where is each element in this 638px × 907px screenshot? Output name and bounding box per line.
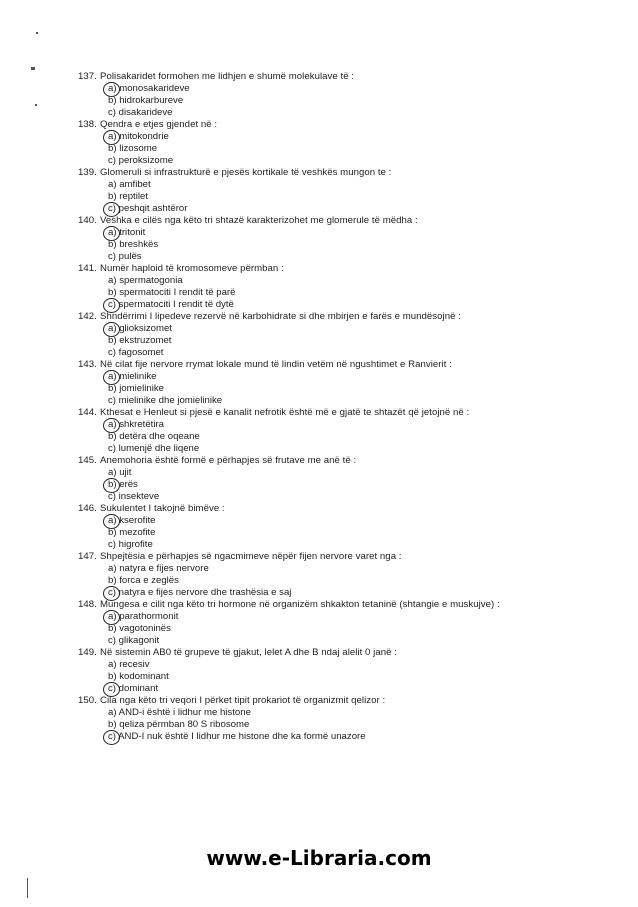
answer-option [78, 395, 548, 407]
answer-option-text: a) natyra e fijes nervore [108, 563, 209, 574]
answer-option [78, 287, 548, 299]
answer-option [78, 383, 548, 395]
question-text: Kthesat e Henleut si pjesë e kanalit nefrotik është më e gjatë te shtazët që jetojnë në : [100, 407, 470, 418]
answer-option [78, 143, 548, 155]
answer-option-text: a) amfibet [108, 179, 151, 190]
question-text: Në cilat fije nervore rrymat lokale mund të lindin vetëm në ngushtimet e Ranvierit : [100, 359, 452, 370]
answer-option [78, 431, 548, 443]
answer-option-text: c) peroksizome [108, 155, 174, 166]
answer-circle-mark [103, 682, 120, 697]
question-number: 140. [78, 215, 97, 226]
answer-option [78, 347, 548, 359]
question-block [78, 695, 548, 743]
question-number: 149. [78, 647, 97, 658]
answer-option-text: b) lizosome [108, 143, 158, 154]
question-text: Cila nga këto tri veqori I përket tipit prokariot të organizmit qelizor : [100, 695, 386, 706]
answer-option [78, 323, 548, 335]
question-line [78, 167, 548, 179]
answer-option-text: a) monosakarideve [108, 83, 190, 94]
answer-option [78, 275, 548, 287]
question-block [78, 455, 548, 503]
answer-option [78, 671, 548, 683]
answer-option-text: b) ekstruzomet [108, 335, 172, 346]
answer-option [78, 107, 548, 119]
answer-option-text: c) dominant [108, 683, 159, 694]
answer-option-text: a) recesiv [108, 659, 150, 670]
answer-option-text: b) spermatociti I rendit të parë [108, 287, 236, 298]
question-line [78, 647, 548, 659]
question-number: 150. [78, 695, 97, 706]
question-text: Në sistemin AB0 të grupeve të gjakut, lelet A dhe B ndaj alelit 0 janë : [100, 647, 397, 658]
answer-option [78, 335, 548, 347]
answer-option-text: a) shkretëtira [108, 419, 164, 430]
question-text: Polisakaridet formohen me lidhjen e shumë molekulave të : [100, 71, 355, 82]
question-text: Sukulentet I takojnë bimëve : [100, 503, 225, 514]
question-line [78, 551, 548, 563]
answer-option [78, 467, 548, 479]
answer-option-text: c) insekteve [108, 491, 160, 502]
answer-option-text: b) detëra dhe oqeane [108, 431, 200, 442]
question-number: 147. [78, 551, 97, 562]
question-block [78, 263, 548, 311]
question-line [78, 215, 548, 227]
answer-option [78, 443, 548, 455]
answer-circle-mark [103, 730, 120, 745]
answer-option [78, 371, 548, 383]
scan-speck [35, 104, 37, 106]
footer-watermark: www.e-Libraria.com [206, 846, 432, 870]
question-block [78, 167, 548, 215]
answer-option-text: a) ujit [108, 467, 132, 478]
question-line [78, 407, 548, 419]
scan-speck [36, 32, 38, 34]
question-block [78, 311, 548, 359]
answer-option [78, 539, 548, 551]
question-block [78, 215, 548, 263]
question-line [78, 263, 548, 275]
answer-option [78, 719, 548, 731]
question-text: Mungesa e cilit nga këto tri hormone në organizëm shkakton tetaninë (shtangie e muskujve) : [100, 599, 500, 610]
answer-option [78, 239, 548, 251]
answer-option-text: b) qeliza përmban 80 S ribosome [108, 719, 250, 730]
answer-option-text: c) peshqit ashtëror [108, 203, 188, 214]
question-text: Shndërrimi I lipedeve rezervë në karbohidrate si dhe mbirjen e farës e mundësojnë : [100, 311, 461, 322]
answer-option-text: c) AND-I nuk është I lidhur me histone dhe ka formë unazore [108, 731, 366, 742]
question-line [78, 455, 548, 467]
answer-option-text: c) mielinike dhe jomielinike [108, 395, 223, 406]
answer-option-text: c) glikagonit [108, 635, 160, 646]
answer-option [78, 227, 548, 239]
question-text: Veshka e cilës nga këto tri shtazë karakterizohet me glomerule të mëdha : [100, 215, 418, 226]
answer-option-text: a) tritonit [108, 227, 146, 238]
answer-option-text: a) mielinike [108, 371, 157, 382]
question-text: Numër haploid të kromosomeve përmban : [100, 263, 284, 274]
answer-option [78, 191, 548, 203]
question-line [78, 71, 548, 83]
scan-speck [27, 878, 28, 898]
question-number: 145. [78, 455, 97, 466]
answer-circle-mark [103, 298, 120, 313]
question-line [78, 503, 548, 515]
answer-option [78, 491, 548, 503]
answer-option [78, 563, 548, 575]
answer-option-text: b) hidrokarbureve [108, 95, 184, 106]
answer-option [78, 587, 548, 599]
answer-option [78, 179, 548, 191]
answer-option [78, 575, 548, 587]
question-block [78, 359, 548, 407]
question-line [78, 119, 548, 131]
answer-option-text: c) lumenjë dhe liqene [108, 443, 200, 454]
answer-option-text: c) disakarideve [108, 107, 173, 118]
answer-option [78, 203, 548, 215]
answer-option [78, 623, 548, 635]
answer-option [78, 299, 548, 311]
answer-option [78, 251, 548, 263]
question-line [78, 695, 548, 707]
answer-option-text: b) erës [108, 479, 138, 490]
question-number: 143. [78, 359, 97, 370]
question-block [78, 407, 548, 455]
question-number: 137. [78, 71, 97, 82]
answer-option [78, 95, 548, 107]
answer-option-text: c) fagosomet [108, 347, 164, 358]
question-block [78, 119, 548, 167]
answer-option [78, 131, 548, 143]
answer-option [78, 707, 548, 719]
answer-option-text: a) parathormonit [108, 611, 179, 622]
answer-option-text: b) kodominant [108, 671, 169, 682]
answer-option [78, 683, 548, 695]
question-number: 148. [78, 599, 97, 610]
answer-option-text: a) spermatogonia [108, 275, 183, 286]
answer-option [78, 515, 548, 527]
question-text: Anemohoria është formë e përhapjes së frutave me anë të : [100, 455, 357, 466]
answer-option-text: b) breshkës [108, 239, 159, 250]
answer-option-text: b) vagotoninës [108, 623, 171, 634]
question-text: Shpejtësia e përhapjes së ngacmimeve nëpër fijen nervore varet nga : [100, 551, 402, 562]
question-number: 142. [78, 311, 97, 322]
answer-option-text: c) natyra e fijes nervore dhe trashësia e saj [108, 587, 292, 598]
question-block [78, 503, 548, 551]
answer-option [78, 635, 548, 647]
answer-circle-mark [103, 202, 120, 217]
answer-option [78, 611, 548, 623]
answer-option-text: a) mitokondrie [108, 131, 169, 142]
answer-option-text: b) reptilet [108, 191, 148, 202]
answer-option-text: c) spermatociti I rendit të dytë [108, 299, 234, 310]
answer-option-text: c) pulës [108, 251, 142, 262]
question-line [78, 311, 548, 323]
question-list [78, 71, 548, 743]
answer-circle-mark [103, 586, 120, 601]
answer-option [78, 155, 548, 167]
answer-option-text: b) jomielinike [108, 383, 164, 394]
answer-option-text: a) kserofite [108, 515, 156, 526]
question-line [78, 599, 548, 611]
answer-option [78, 659, 548, 671]
question-block [78, 551, 548, 599]
answer-option [78, 527, 548, 539]
question-text: Qendra e etjes gjendet në : [100, 119, 218, 130]
question-number: 144. [78, 407, 97, 418]
answer-option-text: a) AND-i është i lidhur me histone [108, 707, 251, 718]
scan-speck [31, 67, 35, 70]
question-number: 146. [78, 503, 97, 514]
answer-option [78, 419, 548, 431]
question-block [78, 647, 548, 695]
question-number: 141. [78, 263, 97, 274]
answer-option [78, 83, 548, 95]
answer-option-text: b) forca e zeglës [108, 575, 179, 586]
question-text: Glomeruli si infrastrukturë e pjesës kortikale të veshkës mungon te : [100, 167, 392, 178]
question-block [78, 599, 548, 647]
question-number: 139. [78, 167, 97, 178]
answer-option-text: c) higrofite [108, 539, 153, 550]
answer-option [78, 731, 548, 743]
question-number: 138. [78, 119, 97, 130]
answer-option-text: b) mezofite [108, 527, 156, 538]
question-block [78, 71, 548, 119]
question-line [78, 359, 548, 371]
answer-option-text: a) glioksizomet [108, 323, 172, 334]
answer-option [78, 479, 548, 491]
